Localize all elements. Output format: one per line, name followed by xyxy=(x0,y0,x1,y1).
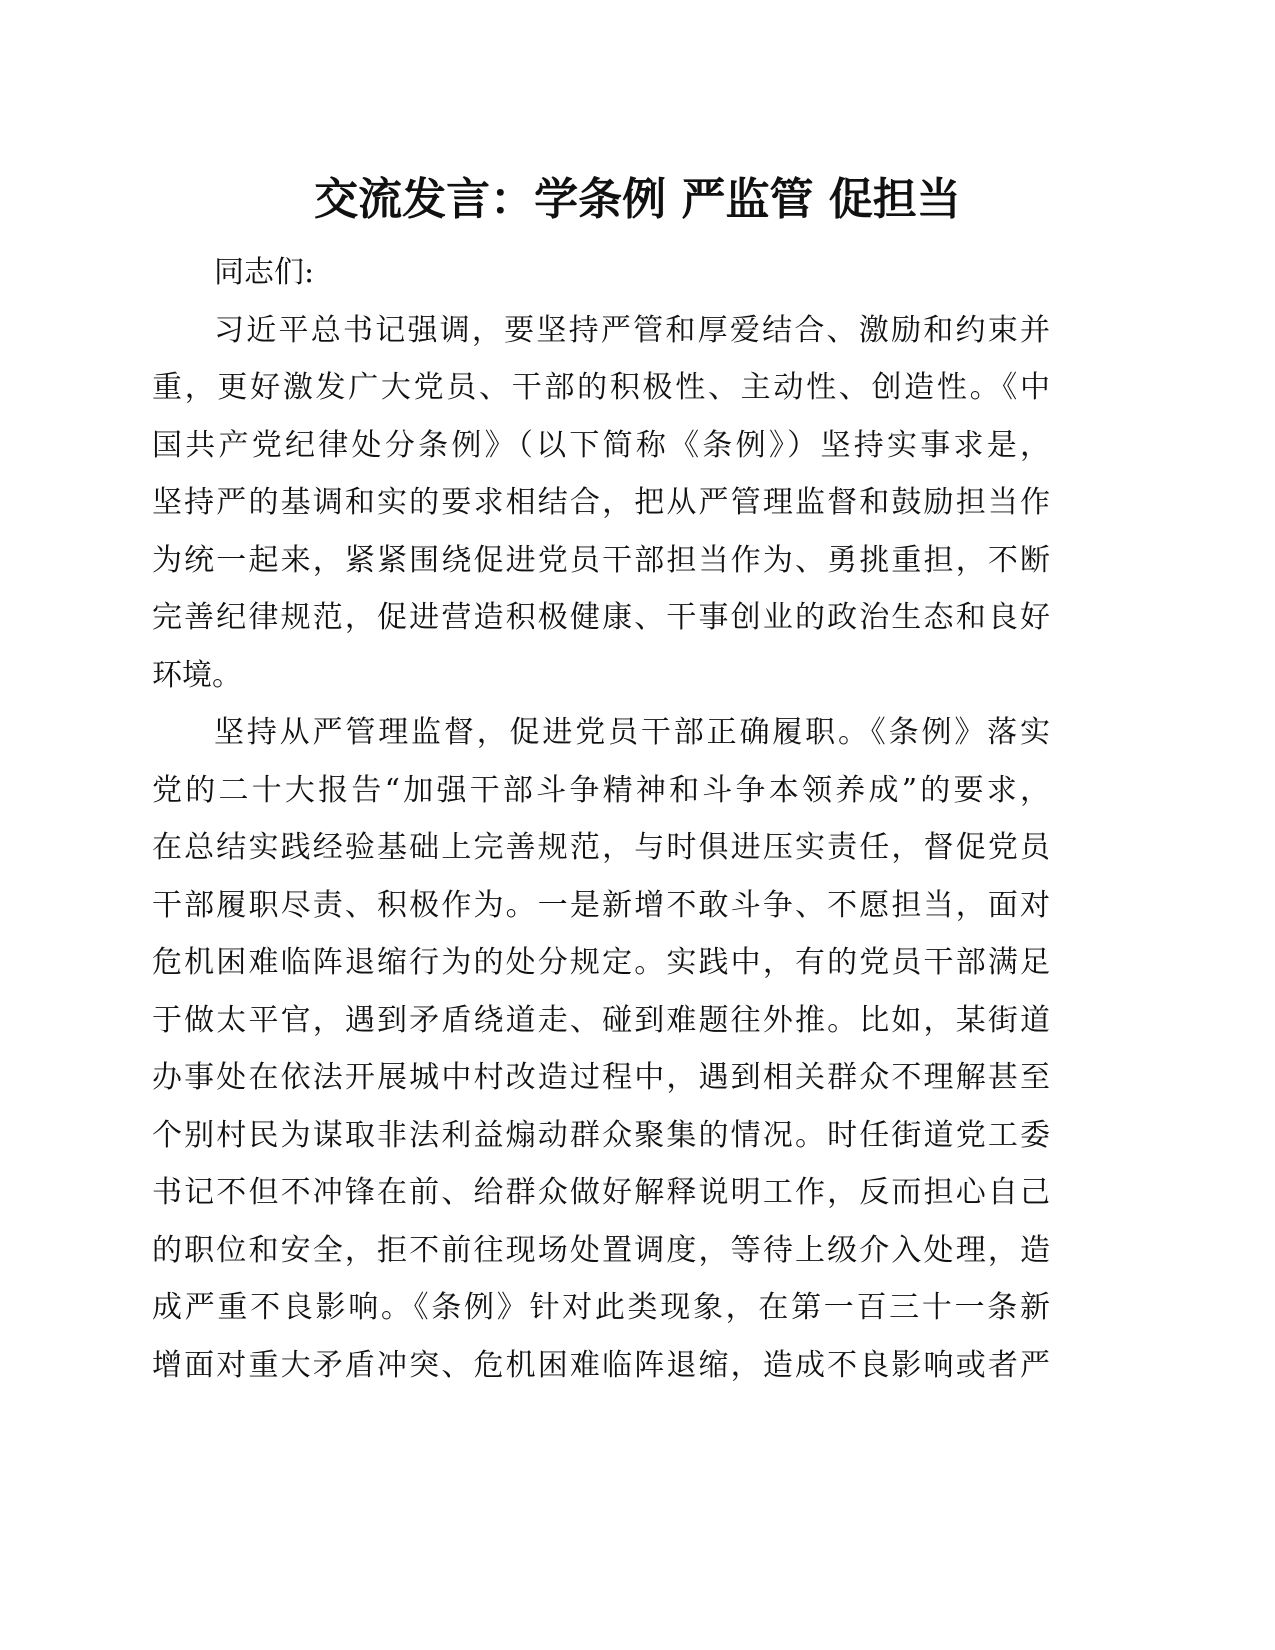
paragraph-1-line: 为统一起来，紧紧围绕促进党员干部担当作为、勇挑重担，不断 xyxy=(152,542,1050,578)
document-title: 交流发言：学条例 严监管 促担当 xyxy=(314,174,961,225)
paragraph-2-line: 于做太平官，遇到矛盾绕道走、碰到难题往外推。比如，某街道 xyxy=(152,1002,1050,1038)
document-body xyxy=(152,244,1050,1394)
paragraph-1-line: 环境。 xyxy=(152,657,242,693)
paragraph-2-line: 干部履职尽责、积极作为。一是新增不敢斗争、不愿担当，面对 xyxy=(152,887,1050,923)
paragraph-1-line: 坚持严的基调和实的要求相结合，把从严管理监督和鼓励担当作 xyxy=(152,485,1050,520)
paragraph-2-line: 在总结实践经验基础上完善规范，与时俱进压实责任，督促党员 xyxy=(152,830,1050,865)
paragraph-2-line: 办事处在依法开展城中村改造过程中，遇到相关群众不理解甚至 xyxy=(152,1060,1050,1095)
paragraph-1-line: 重，更好激发广大党员、干部的积极性、主动性、创造性。《中 xyxy=(152,370,1050,405)
paragraph-2-line: 危机困难临阵退缩行为的处分规定。实践中，有的党员干部满足 xyxy=(152,945,1050,980)
paragraph-2-line: 个别村民为谋取非法利益煽动群众聚集的情况。时任街道党工委 xyxy=(152,1117,1050,1153)
salutation-line: 同志们: xyxy=(214,255,315,290)
paragraph-1-line: 完善纪律规范，促进营造积极健康、干事创业的政治生态和良好 xyxy=(152,600,1050,635)
paragraph-1-line: 国共产党纪律处分条例》（以下简称《条例》）坚持实事求是， xyxy=(152,427,1050,463)
paragraph-2-line: 党的二十大报告“加强干部斗争精神和斗争本领养成”的要求， xyxy=(152,772,1050,808)
paragraph-2-line: 成严重不良影响。《条例》针对此类现象，在第一百三十一条新 xyxy=(152,1290,1050,1325)
paragraph-2-line: 的职位和安全，拒不前往现场处置调度，等待上级介入处理，造 xyxy=(152,1232,1050,1268)
paragraph-2-line: 书记不但不冲锋在前、给群众做好解释说明工作，反而担心自己 xyxy=(152,1175,1050,1210)
paragraph-1-line: 习近平总书记强调，要坚持严管和厚爱结合、激励和约束并 xyxy=(214,312,1050,348)
paragraph-2-line: 增面对重大矛盾冲突、危机困难临阵退缩，造成不良影响或者严 xyxy=(152,1347,1050,1383)
paragraph-2-line: 坚持从严管理监督，促进党员干部正确履职。《条例》落实 xyxy=(214,715,1050,750)
